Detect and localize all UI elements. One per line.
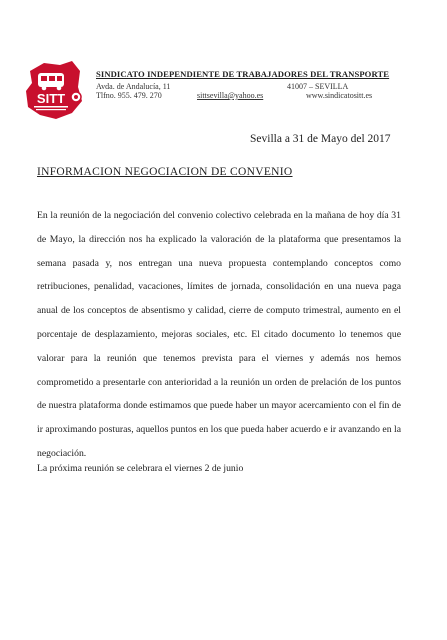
logo-wordmark: SITT [36,91,66,106]
document-body: En la reunión de la negociación del convenio colectivo celebrada en la mañana de hoy día 31 de Mayo, la dirección nos ha explicado la valoración de la plataforma que presentamos la semana pasada y, nos entregan una nueva propuesta contemplando conceptos como retribuciones, penalidad, vacaciones, límites de jornada, consolidación en una nueva paga anual de los conceptos de absentismo y calidad, cierre de computo trimestral, aumento en el porcentaje de desplazamiento, mejoras sociales, etc. El citado documento lo tenemos que valorar para la reunión que tenemos prevista para el viernes y además nos hemos comprometido a presentarle con anterioridad a la reunión un orden de prelación de los puntos de nuestra plataforma donde estimamos que puede haber un mayor acercamiento con el fin de ir aproximando posturas, aquellos puntos en los que pueda haber acuerdo e ir avanzando en la negociación. [37,210,401,459]
document-closing: La próxima reunión se celebrara el viernes 2 de junio [37,463,244,474]
sitt-logo [20,57,86,123]
document-subject: INFORMACION NEGOCIACION DE CONVENIO [37,166,293,178]
organization-email-link[interactable]: sittsevilla@yahoo.es [197,91,264,100]
organization-phone: Tlfno. 955. 479. 270 [96,91,162,100]
organization-postal-code: 41007 – SEVILLA [287,82,349,91]
organization-website-link[interactable]: www.sindicatositt.es [306,91,373,100]
organization-address: Avda. de Andalucía, 11 [96,82,171,91]
document-date: Sevilla a 31 de Mayo del 2017 [250,133,391,145]
organization-name: SINDICATO INDEPENDIENTE DE TRABAJADORES DEL TRANSPORTE [96,69,390,79]
